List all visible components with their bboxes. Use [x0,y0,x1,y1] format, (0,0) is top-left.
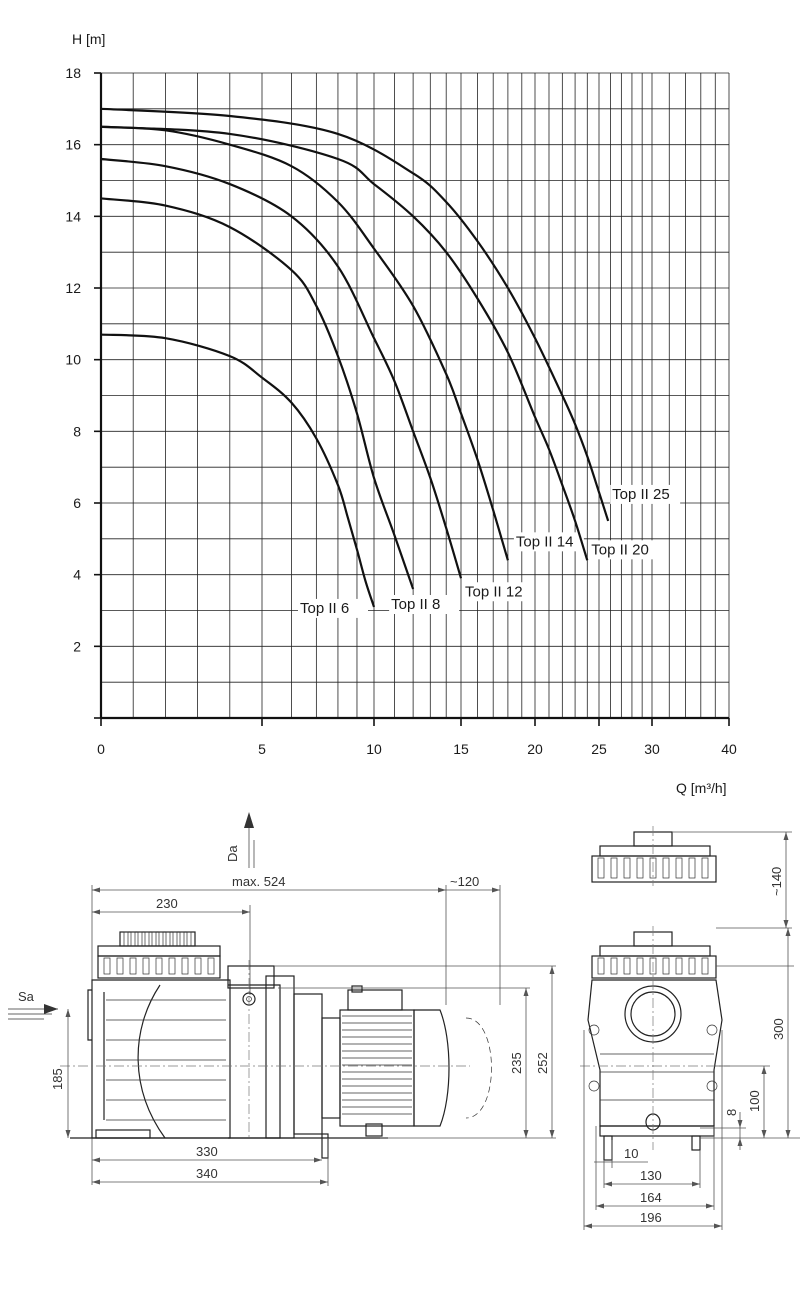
dim-foot-10: 10 [624,1146,639,1161]
rib [637,958,643,974]
rib [676,858,682,878]
rib [130,958,136,974]
chart-grid [101,73,729,718]
series-line [101,109,608,521]
rib [702,958,708,974]
x-tick-label: 5 [258,741,266,757]
y-tick-label: 18 [65,65,81,81]
dim-width-164: 164 [640,1190,662,1205]
dim-outlet-height: 100 [747,1090,762,1112]
series-label: Top II 12 [465,583,523,601]
rib [124,932,128,946]
series-line [101,198,413,589]
rib [689,958,695,974]
suction-label: Sa [18,989,34,1004]
series-label: Top II 25 [612,485,670,503]
x-tick-label: 25 [591,741,607,757]
rib [611,858,617,878]
pump-side-view [8,812,556,1186]
rib [159,932,163,946]
rib [145,932,149,946]
y-axis-label: H [m] [72,31,106,47]
dim-lid-clearance: ~140 [769,866,784,896]
rib [208,958,214,974]
dim-width-196: 196 [640,1210,662,1225]
y-tick-label: 12 [65,280,81,296]
x-tick-label: 10 [366,741,382,757]
rib [152,932,156,946]
dim-max-length: max. 524 [232,874,286,889]
series-label: Top II 6 [300,599,350,617]
y-tick-label: 16 [65,136,81,153]
dim-width-130: 130 [640,1168,662,1183]
x-tick-label: 0 [97,741,105,757]
dim-base-340: 340 [196,1166,218,1181]
rib [624,958,630,974]
rib [131,932,135,946]
rib [173,932,177,946]
series-label: Top II 8 [391,596,441,613]
dimension-drawing [0,790,800,1290]
series-line [101,335,374,607]
series-label: Top II 20 [591,541,649,559]
rib [156,958,162,974]
discharge-label: Da [225,845,240,862]
rib [637,858,643,878]
y-tick-label: 10 [65,351,81,368]
x-tick-label: 40 [721,741,737,757]
rib [182,958,188,974]
rib [676,958,682,974]
rib [138,932,142,946]
rib [689,858,695,878]
series-line [101,127,587,561]
rib [169,958,175,974]
rib [663,958,669,974]
rib [702,858,708,878]
rib [663,858,669,878]
y-tick-label: 2 [73,638,81,655]
rib [104,958,110,974]
rib [187,932,191,946]
dim-motor-clearance: ~120 [450,874,480,889]
dim-height-252: 252 [535,1052,550,1074]
x-axis-label: Q [m³/h] [676,780,727,796]
rib [195,958,201,974]
dim-foot-8: 8 [724,1108,739,1116]
dim-side-height: 300 [771,1018,786,1040]
pump-front-view [580,826,800,1230]
series-line [101,127,508,561]
series-label: Top II 14 [515,533,574,551]
rib [143,958,149,974]
dim-height-inlet: 185 [50,1068,65,1090]
rib [598,858,604,878]
y-tick-label: 14 [65,208,81,225]
rib [624,858,630,878]
y-tick-label: 6 [73,495,81,511]
rib [611,958,617,974]
rib [180,932,184,946]
rib [598,958,604,974]
y-tick-label: 4 [73,566,81,583]
x-tick-label: 20 [527,741,543,757]
dim-height-235: 235 [509,1052,524,1074]
x-tick-label: 15 [453,741,469,757]
rib [166,932,170,946]
series-line [101,159,461,578]
x-tick-label: 30 [644,741,660,757]
chart-series [101,109,680,618]
chart-tick-labels [65,65,737,757]
y-tick-label: 8 [73,423,81,440]
dim-front-length: 230 [156,896,178,911]
rib [117,958,123,974]
dim-base-330: 330 [196,1144,218,1159]
